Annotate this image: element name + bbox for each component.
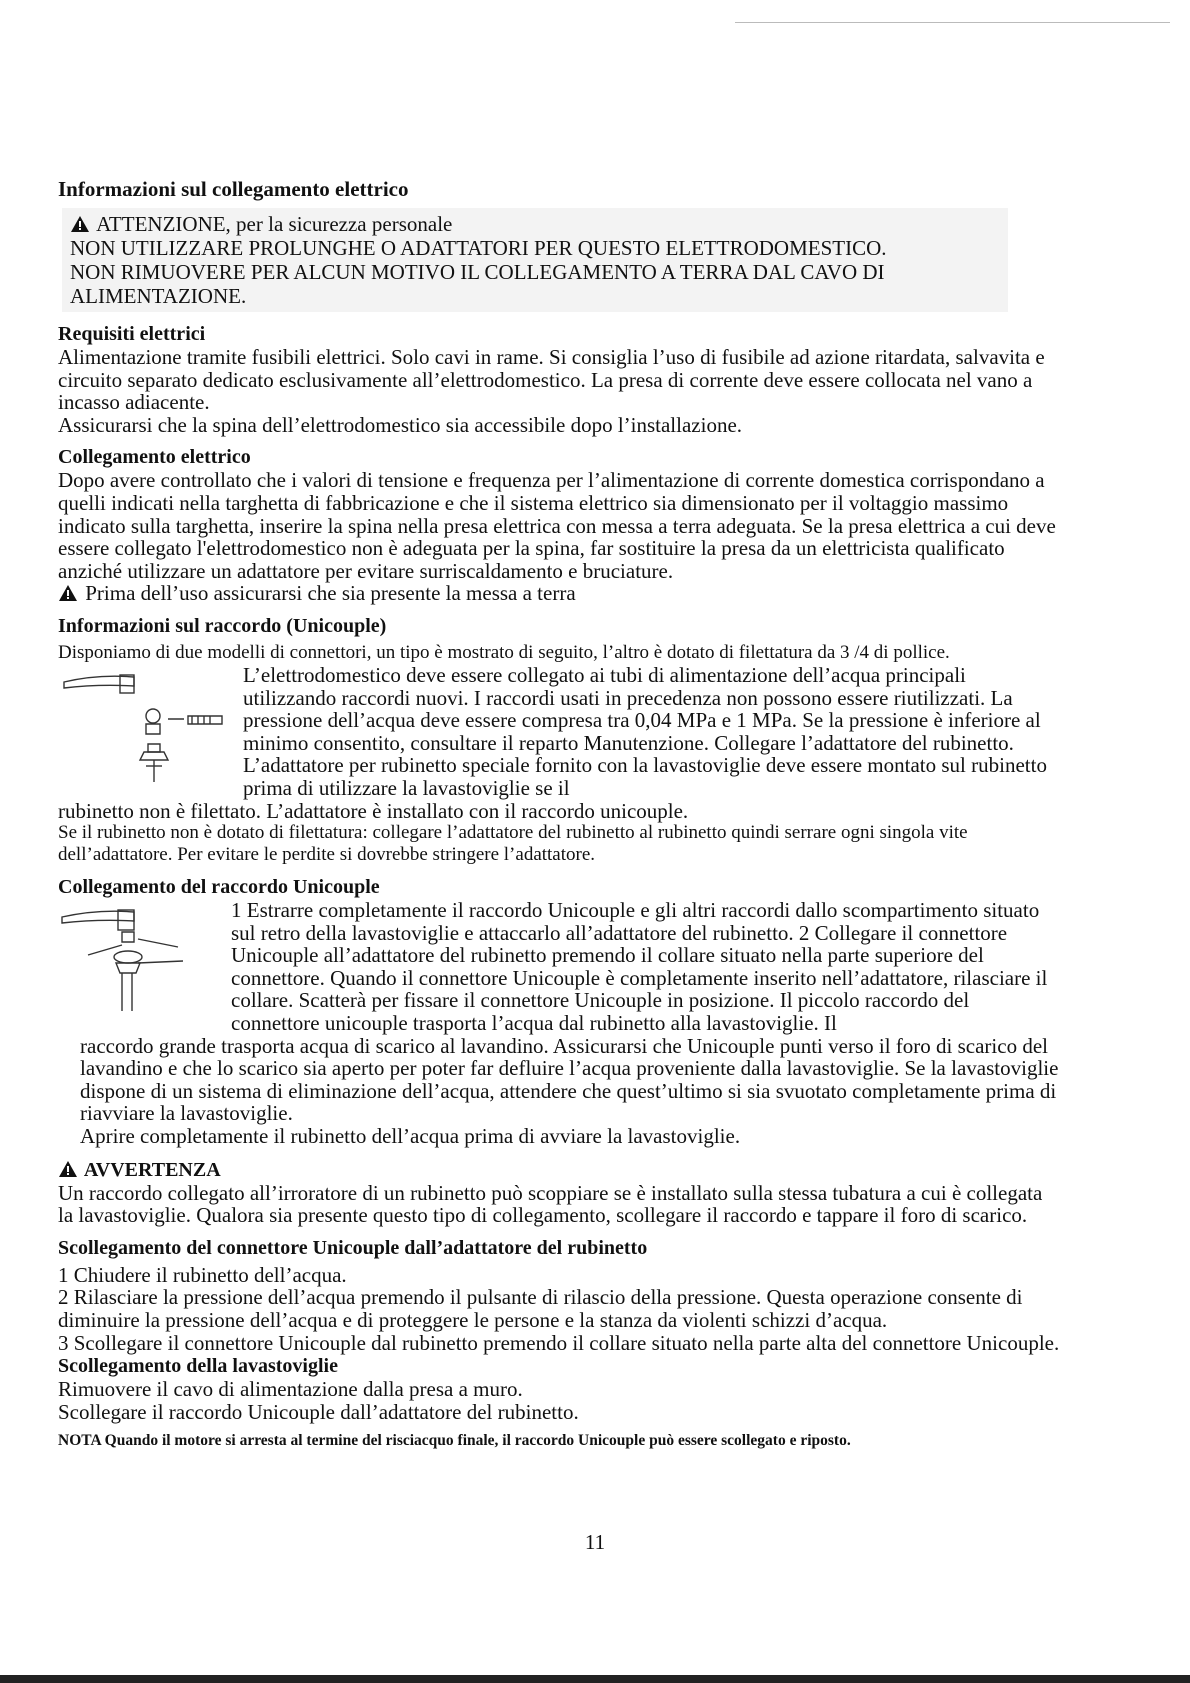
collegamento-raccordo-continued-text: raccordo grande trasporta acqua di scarico al lavandino. Assicurarsi che Unicouple punti verso il foro di scarico del lavandino e che lo scarico sia aperto per poter far defluire l’acqua proveniente dalla lavastoviglie. Se la lavastoviglie dispone di un sistema di eliminazione dell’acqua, attendere che quest’ultimo si sia svuotato completamente prima di riavviare la lavastoviglie. (80, 1033, 1059, 1126)
bottom-scan-edge (0, 1675, 1190, 1683)
step-item: 3 Scollegare il connettore Unicouple dal rubinetto premendo il collare situato nella parte alta del connettore Unicouple. (58, 1330, 1060, 1355)
safety-warning-box (62, 208, 1008, 312)
collegamento-warning (58, 582, 1060, 605)
collegamento-body: Dopo avere controllato che i valori di tensione e frequenza per l’alimentazione di corrente domestica corrispondano a quelli indicati nella targhetta di fabbricazione e che il sistema elettrico sia dimensionato per il voltaggio massimo indicato sulla targhetta, inserire la spina nella presa elettrica con messa a terra adeguata. Se la presa elettrica a cui deve essere collegato l'elettrodomestico non è adeguata per la spina, far sostituire la presa da un elettricista qualificato anziché utilizzare un adattatore per evitare surriscaldamento e bruciature. (58, 468, 1056, 583)
section-title-raccordo: Informazioni sul raccordo (Unicouple) (58, 614, 387, 637)
section-title-collegamento-raccordo: Collegamento del raccordo Unicouple (58, 876, 380, 899)
raccordo-side-text: L’elettrodomestico deve essere collegato ai tubi di alimentazione dell’acqua principali utilizzando raccordi nuovi. I raccordi usati in precedenza non possono essere riutilizzati. La pressione dell’acqua deve essere compresa tra 0,04 MPa e 1 MPa. Se la pressione è inferiore al minimo consentito, consultare il reparto Manutenzione. Collegare l’adattatore del rubinetto. L’adattatore per rubinetto speciale fornito con la lavastoviglie deve essere montato sul rubinetto prima di utilizzare la lavastoviglie se il (243, 662, 1047, 800)
raccordo-continued-text: rubinetto non è filettato. L’adattatore è installato con il raccordo unicouple. (58, 798, 689, 823)
warning-line: NON RIMUOVERE PER ALCUN MOTIVO IL COLLEGAMENTO A TERRA DAL CAVO DI (70, 260, 885, 284)
scollegamento-steps (58, 1264, 1060, 1354)
avvertenza-body: Un raccordo collegato all’irroratore di un rubinetto può scoppiare se è installato sulla stessa tubatura a cui è collegata la lavastoviglie. Qualora sia presente questo tipo di collegamento, scollegare il raccordo e tappare il foro di scarico. (58, 1180, 1043, 1228)
page-content (58, 176, 1060, 1451)
warning-triangle-icon (58, 582, 78, 605)
section-title-scollegamento-lavastoviglie: Scollegamento della lavastoviglie (58, 1355, 338, 1378)
warning-line: ALIMENTAZIONE. (70, 284, 247, 308)
requisiti-body-2: Assicurarsi che la spina dell’elettrodomestico sia accessibile dopo l’installazione. (58, 412, 743, 437)
raccordo-note: Se il rubinetto non è dotato di filettatura: collegare l’adattatore del rubinetto al rubinetto quindi serrare ogni singola vite dell’adattatore. Per evitare le perdite si dovrebbe stringere l’adattatore. (58, 822, 968, 866)
collegamento-raccordo-illustrated-block (58, 899, 1060, 1035)
scollegamento-lavastoviglie-line: Rimuovere il cavo di alimentazione dalla presa a muro. (58, 1377, 523, 1402)
page-number: 11 (584, 1530, 606, 1554)
section-title-collegamento: Collegamento elettrico (58, 446, 251, 469)
requisiti-body: Alimentazione tramite fusibili elettrici. Solo cavi in rame. Si consiglia l’uso di fusibile ad azione ritardata, salvavita e circuito separato dedicato esclusivamente all’elettrodomestico. La presa di corrente deve essere collocata nel vano a incasso adiacente. (58, 345, 1045, 415)
section-title-scollegamento-connettore: Scollegamento del connettore Unicouple dall’adattatore del rubinetto (58, 1236, 648, 1259)
section-title-avvertenza (58, 1158, 1060, 1182)
final-note: NOTA Quando il motore si arresta al termine del risciacquo finale, il raccordo Unicouple può essere scollegato e riposto. (58, 1432, 851, 1450)
warning-triangle-icon (58, 1158, 78, 1182)
warning-line: NON UTILIZZARE PROLUNGHE O ADATTATORI PER QUESTO ELETTRODOMESTICO. (70, 236, 887, 260)
step-item: 1 Chiudere il rubinetto dell’acqua. (58, 1262, 347, 1287)
unicouple-connector-illustration (58, 899, 231, 1015)
collegamento-raccordo-last-line: Aprire completamente il rubinetto dell’acqua prima di avviare la lavastoviglie. (80, 1124, 741, 1149)
avvertenza-title-text: AVVERTENZA (83, 1158, 221, 1181)
collegamento-warning-text: Prima dell’uso assicurarsi che sia presente la messa a terra (85, 581, 576, 606)
collegamento-raccordo-side-text: 1 Estrarre completamente il raccordo Unicouple e gli altri raccordi dallo scompartimento situato sul retro della lavastoviglie e attaccarlo all’adattatore del rubinetto. 2 Collegare il connettore Unicouple all’adattatore del rubinetto premendo il collare situato nella parte superiore del connettore. Quando il connettore Unicouple è completamente inserito nell’adattatore, rilasciare il collare. Scatterà per fissare il connettore Unicouple in posizione. Il piccolo raccordo del connettore unicouple trasporta l’acqua dal rubinetto alla lavastoviglie. Il (231, 898, 1048, 1036)
section-title-requisiti: Requisiti elettrici (58, 323, 206, 345)
section-title-info-elettrico: Informazioni sul collegamento elettrico (58, 177, 409, 201)
warning-line: ATTENZIONE, per la sicurezza personale (96, 212, 453, 236)
step-item: 2 Rilasciare la pressione dell’acqua premendo il pulsante di rilascio della pressione. Questa operazione consente di diminuire la pressione dell’acqua e di proteggere le persone e la stanza da violenti schizzi d’acqua. (58, 1285, 1023, 1332)
tap-adapter-illustration (58, 664, 243, 789)
warning-triangle-icon (70, 212, 90, 236)
scollegamento-lavastoviglie-line: Scollegare il raccordo Unicouple dall’adattatore del rubinetto. (58, 1399, 579, 1424)
raccordo-illustrated-block (58, 664, 1060, 800)
top-rule (735, 22, 1170, 23)
raccordo-intro: Disponiamo di due modelli di connettori, un tipo è mostrato di seguito, l’altro è dotato di filettatura da 3 /4 di pollice. (58, 641, 950, 663)
